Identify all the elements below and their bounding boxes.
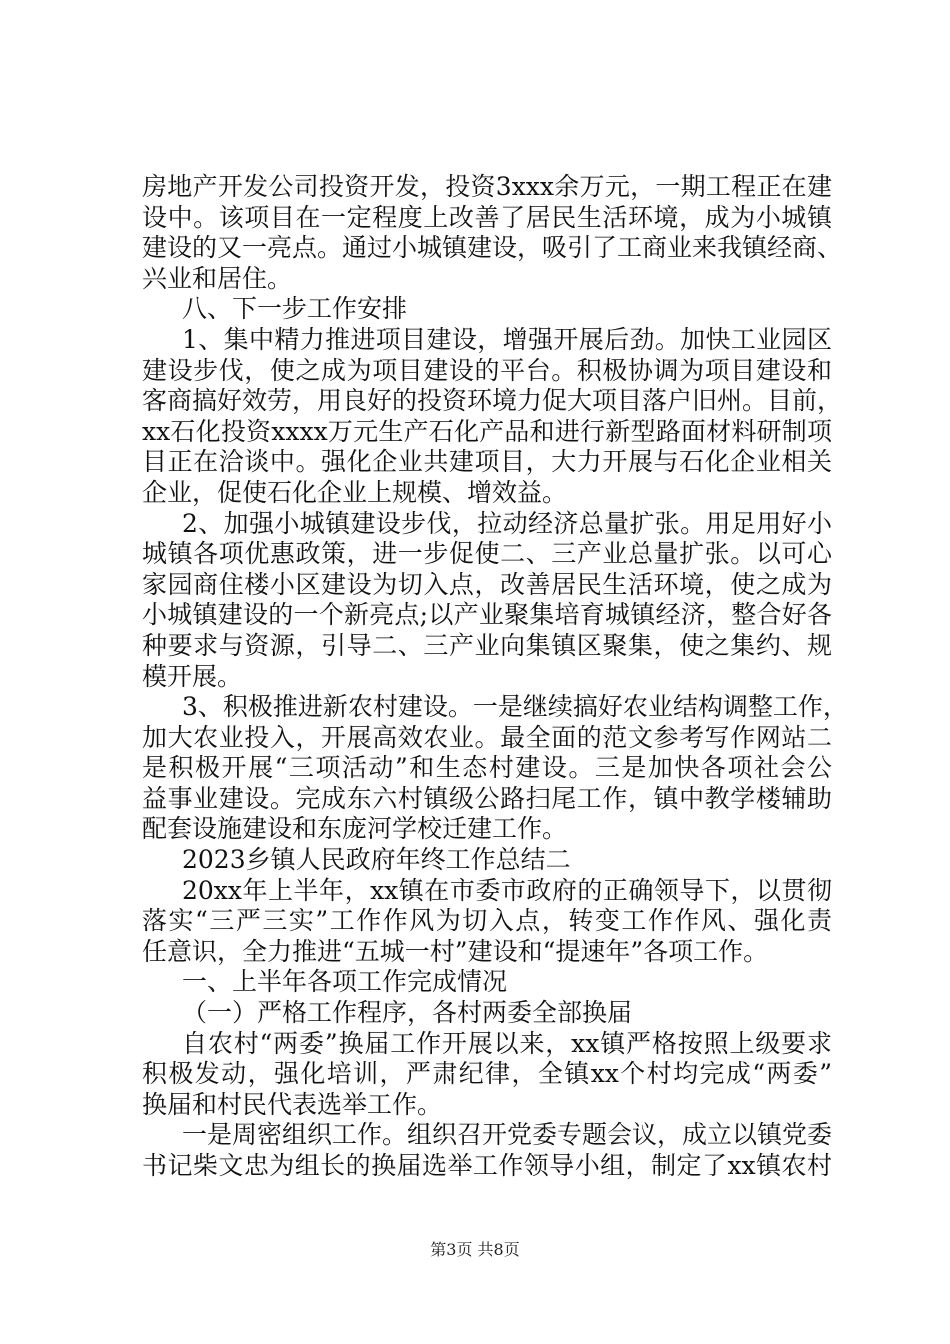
page-number-footer: 第3页 共8页 [430,1240,520,1259]
text-line: 一是周密组织工作。组织召开党委专题会议，成立以镇党委 [182,1120,833,1150]
text-line: 客商搞好效劳，用良好的投资环境力促大项目落户旧州。目前， [142,386,843,416]
text-line: 1、集中精力推进项目建设，增强开展后劲。加快工业园区 [182,324,832,354]
text-line: 建设步伐，使之成为项目建设的平台。积极协调为项目建设和 [142,355,832,385]
text-line: 建设的又一亮点。通过小城镇建设，吸引了工商业来我镇经商、 [142,233,843,263]
text-line: 模开展。 [142,661,243,691]
text-line: 企业，促使石化企业上规模、增效益。 [142,477,568,507]
text-line: 设中。该项目在一定程度上改善了居民生活环境，成为小城镇 [142,202,832,232]
section-heading: 2023乡镇人民政府年终工作总结二 [182,845,571,875]
text-line: 目正在洽谈中。强化企业共建项目，大力开展与石化企业相关 [142,447,832,477]
text-line: 城镇各项优惠政策，进一步促使二、三产业总量扩张。以可心 [142,539,832,569]
text-line: 落实“三严三实”工作作风为切入点，转变工作作风、强化责 [142,906,832,936]
section-heading: 八、下一步工作安排 [182,294,408,324]
section-heading: （一）严格工作程序，各村两委全部换届 [182,998,633,1028]
text-line: 任意识，全力推进“五城一村”建设和“提速年”各项工作。 [142,936,769,966]
text-line: 兴业和居住。 [142,263,293,293]
text-line: 房地产开发公司投资开发，投资3xxx余万元，一期工程正在建 [142,172,832,201]
section-heading: 一、上半年各项工作完成情况 [182,967,508,997]
text-line: 换届和村民代表选举工作。 [142,1089,443,1119]
text-line: 书记柴文忠为组长的换届选举工作领导小组，制定了xx镇农村 [142,1151,832,1180]
text-line: 种要求与资源，引导二、三产业向集镇区聚集，使之集约、规 [142,630,832,660]
text-line: 小城镇建设的一个新亮点;以产业聚集培育城镇经济，整合好各 [142,600,832,630]
document-body [142,172,848,1182]
text-line: 益事业建设。完成东六村镇级公路扫尾工作，镇中教学楼辅助 [142,783,832,813]
text-line: 配套设施建设和东庞河学校迁建工作。 [142,814,568,844]
text-line: 家园商住楼小区建设为切入点，改善居民生活环境，使之成为 [142,569,832,599]
text-line: 自农村“两委”换届工作开展以来，xx镇严格按照上级要求 [182,1028,832,1058]
text-line: 加大农业投入，开展高效农业。最全面的范文参考写作网站二 [142,722,832,752]
text-line: 20xx年上半年，xx镇在市委市政府的正确领导下，以贯彻 [182,875,832,905]
text-line: 3、积极推进新农村建设。一是继续搞好农业结构调整工作， [182,692,848,722]
text-line: 积极发动，强化培训，严肃纪律，全镇xx个村均完成“两委” [142,1059,832,1089]
text-line: 是积极开展“三项活动”和生态村建设。三是加快各项社会公 [142,753,832,783]
text-line: 2、加强小城镇建设步伐，拉动经济总量扩张。用足用好小 [182,508,832,538]
text-line: xx石化投资xxxx万元生产石化产品和进行新型路面材料研制项 [142,416,832,446]
